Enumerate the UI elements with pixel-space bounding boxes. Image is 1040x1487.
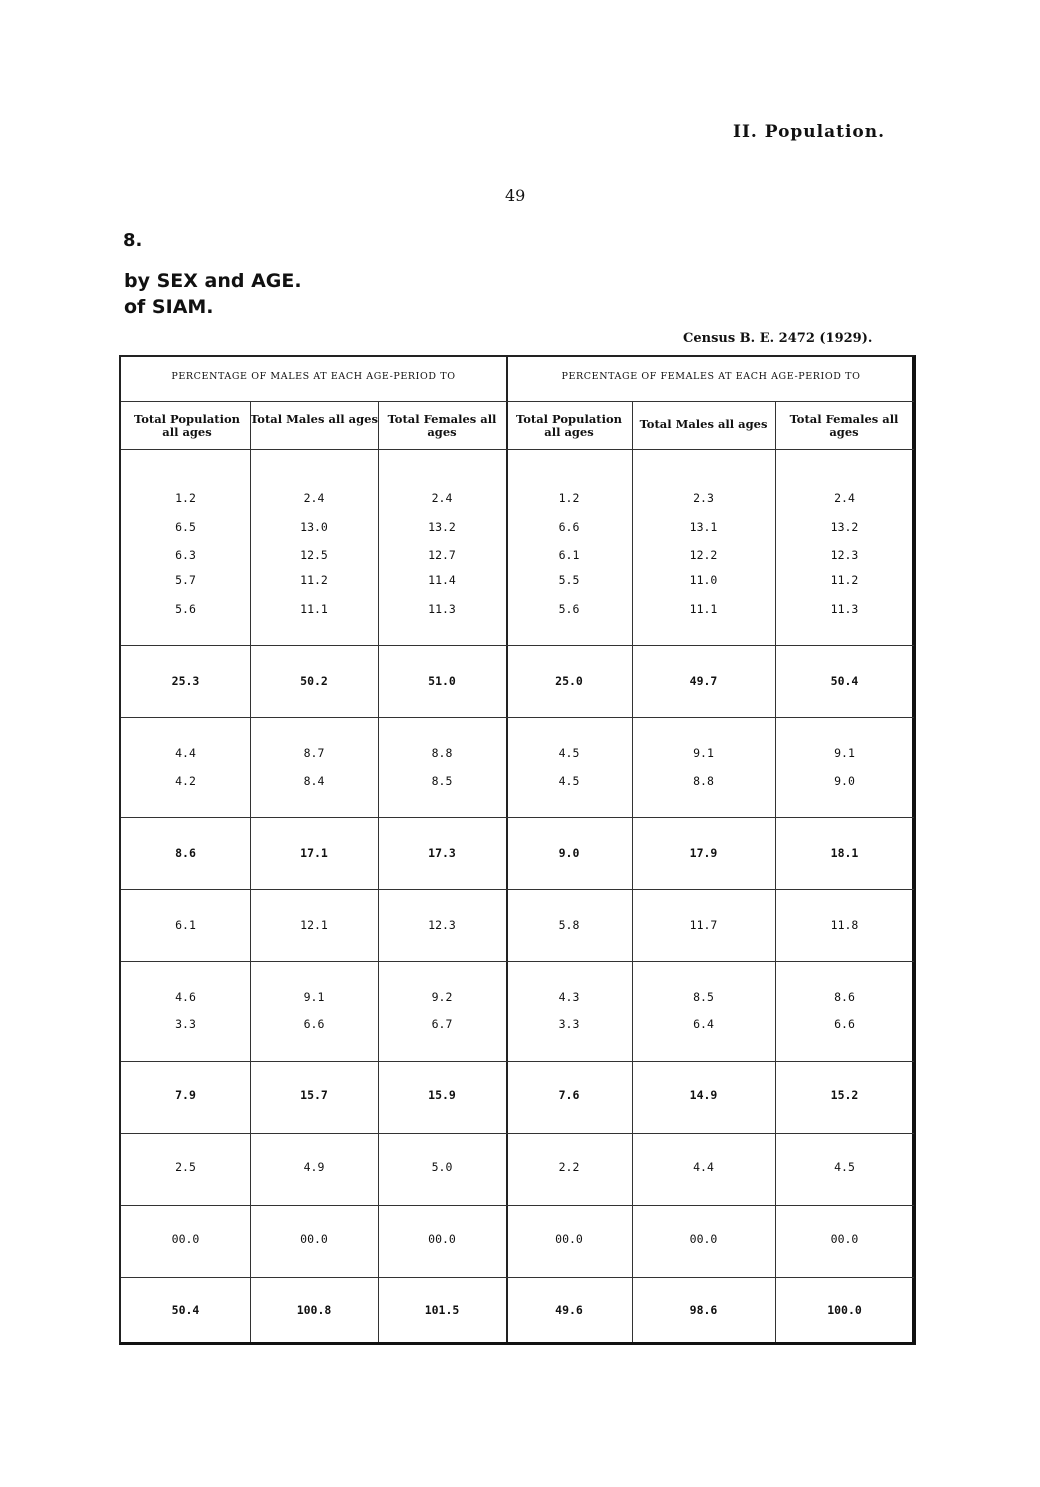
table-cell: 4.5: [834, 1160, 855, 1174]
table-number: 8.: [123, 230, 143, 251]
table-cell: 9.0: [834, 774, 855, 788]
table-cell: 11.3: [830, 602, 859, 616]
table-cell: 2.4: [431, 491, 453, 505]
table-cell: 4.6: [175, 990, 196, 1004]
table-cell: 8.4: [303, 774, 325, 788]
table-subtotal-cell: 15.2: [830, 1088, 859, 1102]
table-cell: 6.7: [431, 1017, 453, 1031]
table-subtotal-cell: 49.7: [689, 674, 718, 688]
table-title-line-2: of SIAM.: [124, 296, 214, 318]
table-cell: 5.6: [558, 602, 580, 616]
table-cell: 12.5: [300, 548, 328, 562]
table-title-line-1: by SEX and AGE.: [124, 270, 302, 292]
table-cell: 9.1: [303, 990, 325, 1004]
table-cell: 8.6: [834, 990, 855, 1004]
table-cell: 5.6: [175, 602, 196, 616]
row-divider: [121, 961, 914, 962]
table-cell: 11.3: [428, 602, 456, 616]
table-subtotal-cell: 18.1: [830, 846, 859, 860]
table-cell: 13.2: [428, 520, 456, 534]
row-divider: [121, 401, 914, 402]
table-cell: 00.0: [428, 1232, 456, 1246]
table-cell: 3.3: [558, 1017, 580, 1031]
table-cell: 12.3: [428, 918, 456, 932]
table-cell: 4.9: [303, 1160, 325, 1174]
table-cell: 8.7: [303, 746, 325, 760]
row-divider: [121, 817, 914, 818]
table-subtotal-cell: 100.0: [827, 1303, 862, 1317]
males-group-header: PERCENTAGE OF MALES AT EACH AGE-PERIOD TO: [171, 371, 456, 382]
table-cell: 5.5: [558, 573, 580, 587]
table-cell: 11.1: [300, 602, 328, 616]
row-divider: [121, 1205, 914, 1206]
table-subtotal-cell: 7.9: [175, 1088, 196, 1102]
column-divider: [378, 401, 379, 1342]
table-cell: 9.2: [431, 990, 453, 1004]
table-subtotal-cell: 50.4: [171, 1303, 200, 1317]
page-number: 49: [505, 186, 526, 205]
table-subtotal-cell: 7.6: [558, 1088, 580, 1102]
table-cell: 11.4: [428, 573, 456, 587]
table-subtotal-cell: 50.4: [830, 674, 859, 688]
table-cell: 8.8: [431, 746, 453, 760]
table-cell: 2.3: [693, 491, 714, 505]
col-header-male-total-females: Total Females all ages: [387, 412, 497, 439]
table-cell: 12.1: [300, 918, 328, 932]
table-cell: 13.0: [300, 520, 328, 534]
table-cell: 11.7: [689, 918, 718, 932]
table-cell: 9.1: [693, 746, 714, 760]
table-cell: 12.2: [689, 548, 718, 562]
table-cell: 1.2: [558, 491, 580, 505]
table-subtotal-cell: 51.0: [428, 674, 456, 688]
table-cell: 6.6: [303, 1017, 325, 1031]
table-subtotal-cell: 25.0: [555, 674, 583, 688]
row-divider: [121, 449, 914, 450]
data-table: [119, 355, 916, 1345]
table-cell: 6.4: [693, 1017, 714, 1031]
col-header-female-total-females: Total Females all ages: [789, 412, 899, 439]
census-label: Census B. E. 2472 (1929).: [683, 331, 873, 346]
table-subtotal-cell: 50.2: [300, 674, 328, 688]
table-cell: 11.1: [689, 602, 718, 616]
table-cell: 00.0: [555, 1232, 583, 1246]
table-cell: 6.3: [175, 548, 196, 562]
table-cell: 11.2: [830, 573, 859, 587]
table-cell: 00.0: [689, 1232, 718, 1246]
table-cell: 12.3: [830, 548, 859, 562]
table-cell: 1.2: [175, 491, 196, 505]
col-header-female-total-population: Total Population all ages: [516, 412, 622, 439]
table-cell: 5.0: [431, 1160, 453, 1174]
table-cell: 4.2: [175, 774, 196, 788]
table-cell: 2.2: [558, 1160, 580, 1174]
section-heading: II. Population.: [733, 122, 886, 142]
table-cell: 6.5: [175, 520, 196, 534]
table-subtotal-cell: 15.9: [428, 1088, 456, 1102]
table-subtotal-cell: 98.6: [689, 1303, 718, 1317]
row-divider: [121, 717, 914, 718]
table-cell: 13.2: [830, 520, 859, 534]
row-divider: [121, 1061, 914, 1062]
col-header-female-total-males: Total Males all ages: [639, 417, 768, 431]
table-cell: 8.8: [693, 774, 714, 788]
column-divider: [506, 357, 508, 1342]
table-cell: 11.8: [830, 918, 859, 932]
table-cell: 8.5: [431, 774, 453, 788]
table-subtotal-cell: 14.9: [689, 1088, 718, 1102]
table-cell: 11.0: [689, 573, 718, 587]
column-divider: [775, 401, 776, 1342]
column-divider: [250, 401, 251, 1342]
table-cell: 13.1: [689, 520, 718, 534]
females-group-header: PERCENTAGE OF FEMALES AT EACH AGE-PERIOD TO: [561, 371, 861, 382]
table-cell: 6.6: [834, 1017, 855, 1031]
table-cell: 6.1: [558, 548, 580, 562]
table-subtotal-cell: 15.7: [300, 1088, 328, 1102]
table-cell: 5.7: [175, 573, 196, 587]
table-cell: 11.2: [300, 573, 328, 587]
table-subtotal-cell: 8.6: [175, 846, 196, 860]
row-divider: [121, 1133, 914, 1134]
table-cell: 8.5: [693, 990, 714, 1004]
col-header-male-total-males: Total Males all ages: [250, 412, 378, 426]
column-divider: [632, 401, 633, 1342]
table-cell: 5.8: [558, 918, 580, 932]
table-cell: 4.4: [175, 746, 196, 760]
table-subtotal-cell: 100.8: [296, 1303, 332, 1317]
row-divider: [121, 1277, 914, 1278]
table-cell: 2.4: [834, 491, 855, 505]
col-header-male-total-population: Total Population all ages: [134, 412, 240, 439]
table-cell: 00.0: [171, 1232, 200, 1246]
table-cell: 00.0: [830, 1232, 859, 1246]
table-subtotal-cell: 17.3: [428, 846, 456, 860]
table-cell: 4.5: [558, 774, 580, 788]
table-subtotal-cell: 101.5: [424, 1303, 460, 1317]
table-cell: 6.6: [558, 520, 580, 534]
table-cell: 12.7: [428, 548, 456, 562]
table-cell: 4.5: [558, 746, 580, 760]
table-cell: 2.4: [303, 491, 325, 505]
table-subtotal-cell: 49.6: [555, 1303, 583, 1317]
table-cell: 6.1: [175, 918, 196, 932]
table-cell: 2.5: [175, 1160, 196, 1174]
table-cell: 4.3: [558, 990, 580, 1004]
table-subtotal-cell: 17.9: [689, 846, 718, 860]
table-cell: 9.1: [834, 746, 855, 760]
row-divider: [121, 645, 914, 646]
table-cell: 3.3: [175, 1017, 196, 1031]
table-cell: 00.0: [300, 1232, 328, 1246]
row-divider: [121, 889, 914, 890]
table-cell: 4.4: [693, 1160, 714, 1174]
table-subtotal-cell: 9.0: [558, 846, 580, 860]
table-subtotal-cell: 25.3: [171, 674, 200, 688]
table-subtotal-cell: 17.1: [300, 846, 328, 860]
